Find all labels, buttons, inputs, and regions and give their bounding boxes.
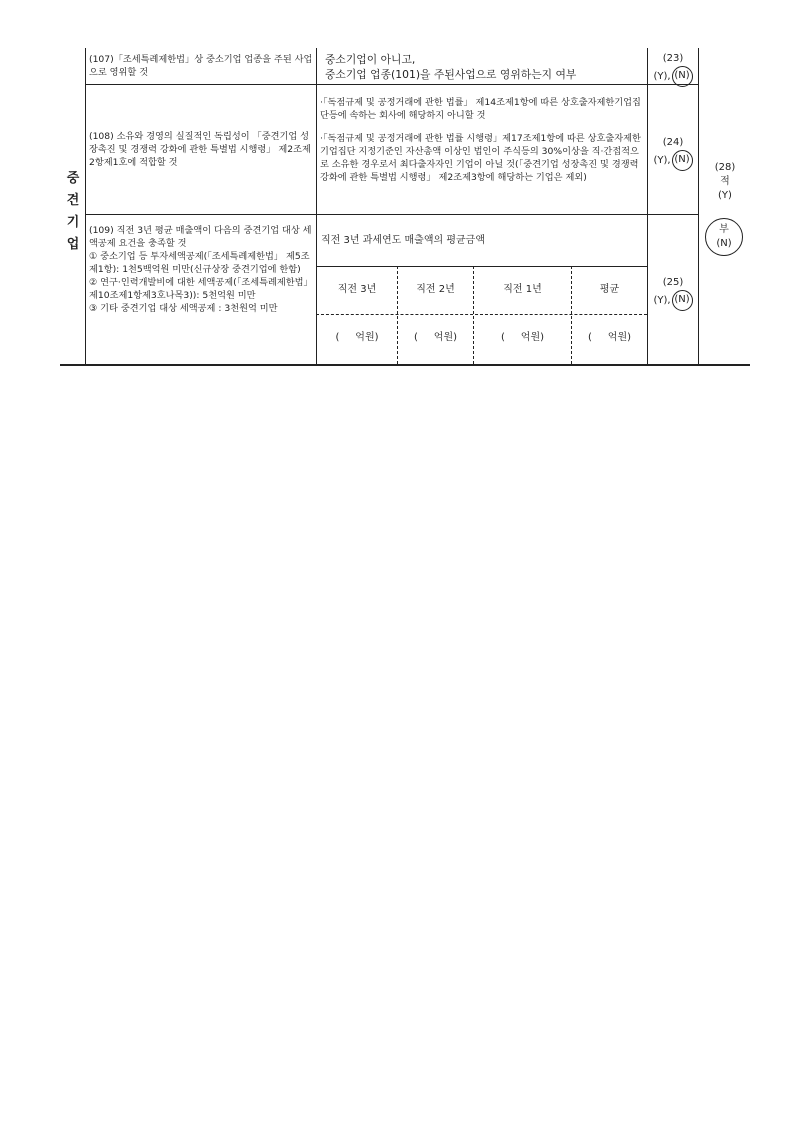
check-108 [320,96,644,184]
mark-number: (24) [662,137,684,148]
mark-number: (25) [662,277,684,288]
revenue-header-avg: 평균 [599,284,620,295]
column-divider-check [647,48,648,366]
revenue-header-1y: 직전 1년 [503,284,542,295]
overall-y-label: (Y) [718,190,732,201]
column-divider-mark [698,48,699,366]
revenue-header-2y: 직전 2년 [416,284,455,295]
section-title [63,168,83,256]
mark-yes: (Y), [653,70,671,82]
criteria-109 [89,224,314,315]
check-item: ·「독점규제 및 공정거래에 관한 법률 시행령」제17조제1항에 따른 상호출자제한기업집단 지정기준인 자산총액 이상인 법인이 주식등의 30%이상을 직·간접적으로 소유한 경우로서 최다출자자인 기업이 아닐 것(「중견기업 성장촉진 및 경쟁력 강화에 관한 특별법 시행령」 제2조제3항에 해당하는 기업은 제외) [320,133,641,183]
mark-yes: (Y), [653,154,671,166]
mark-yes: (Y), [653,294,671,306]
section-title-char: 견 [66,193,80,208]
criteria-108 [89,130,314,169]
mark-no-circled: (N) [672,66,693,87]
row-divider-1 [85,84,698,85]
revenue-value-avg[interactable] [572,331,647,345]
overall-n-label: (N) [716,238,732,249]
row-divider-2 [85,214,698,215]
check-line: 중소기업 업종(101)을 주된사업으로 영위하는지 여부 [325,68,577,81]
revenue-title-text: 직전 3년 과세연도 매출액의 평균금액 [321,235,485,246]
yn-choice[interactable] [648,150,698,171]
column-divider-criteria [316,48,317,366]
revenue-title [321,234,641,248]
mark-no-circled: (N) [672,290,693,311]
section-title-char: 중 [66,171,80,186]
revenue-dash-v1 [397,266,398,364]
criteria-text: (107)「조세특례제한법」상 중소기업 업종을 주된 사업으로 영위할 것 [89,54,313,78]
overall-result [699,161,751,203]
yn-choice[interactable] [648,66,698,87]
mark-number: (23) [662,53,684,64]
criteria-line: ① 중소기업 등 투자세액공제(「조세특례제한법」 제5조제1항): 1천5백억원 미만(신규상장 중견기업에 한함) [89,251,310,275]
revenue-value-2y[interactable] [398,331,473,345]
overall-ok-label: 적 [720,176,730,187]
criteria-line: ③ 기타 중견기업 대상 세액공제 : 3천원억 미만 [89,303,278,314]
revenue-value-text: ( 억원) [335,332,379,343]
mark-25 [648,276,698,311]
mark-no-circled: (N) [672,150,693,171]
criteria-text: (108) 소유와 경영의 실질적인 독립성이 「중견기업 성장촉진 및 경쟁력 강화에 관한 특별법 시행령」 제2조제2항제1호에 적합할 것 [89,131,311,168]
criteria-line: ② 연구·인력개발비에 대한 세액공제(「조세특례제한법」 제10조제1항제3호나목3)): 5천억원 미만 [89,277,313,301]
revenue-value-3y[interactable] [317,331,397,345]
table-top-left-rule [85,48,86,366]
check-item: ·「독점규제 및 공정거래에 관한 법률」 제14조제1항에 따른 상호출자제한기업집단등에 속하는 회사에 해당하지 아니할 것 [320,97,641,121]
revenue-dash-v3 [571,266,572,364]
table-bottom-rule [60,364,750,366]
section-title-char: 기 [66,215,80,230]
overall-no-circle[interactable] [705,218,743,256]
revenue-value-text: ( 억원) [500,332,545,343]
revenue-header-3y: 직전 3년 [337,284,377,295]
revenue-dash-top [316,266,647,267]
check-line: 중소기업이 아니고, [325,53,416,66]
criteria-line: (109) 직전 3년 평균 매출액이 다음의 중견기업 대상 세액공제 요건을 충족할 것 [89,225,312,249]
revenue-value-text: ( 억원) [413,332,458,343]
revenue-dash-mid [316,314,647,315]
revenue-value-1y[interactable] [474,331,571,345]
section-title-char: 업 [66,237,80,252]
revenue-dash-v2 [473,266,474,364]
mark-24 [648,136,698,171]
overall-number: (28) [714,162,736,173]
criteria-107 [89,53,314,79]
mark-23 [648,52,698,87]
overall-no-label: 부 [719,224,729,235]
check-107 [325,52,645,82]
revenue-value-text: ( 억원) [587,332,632,343]
yn-choice[interactable] [648,290,698,311]
